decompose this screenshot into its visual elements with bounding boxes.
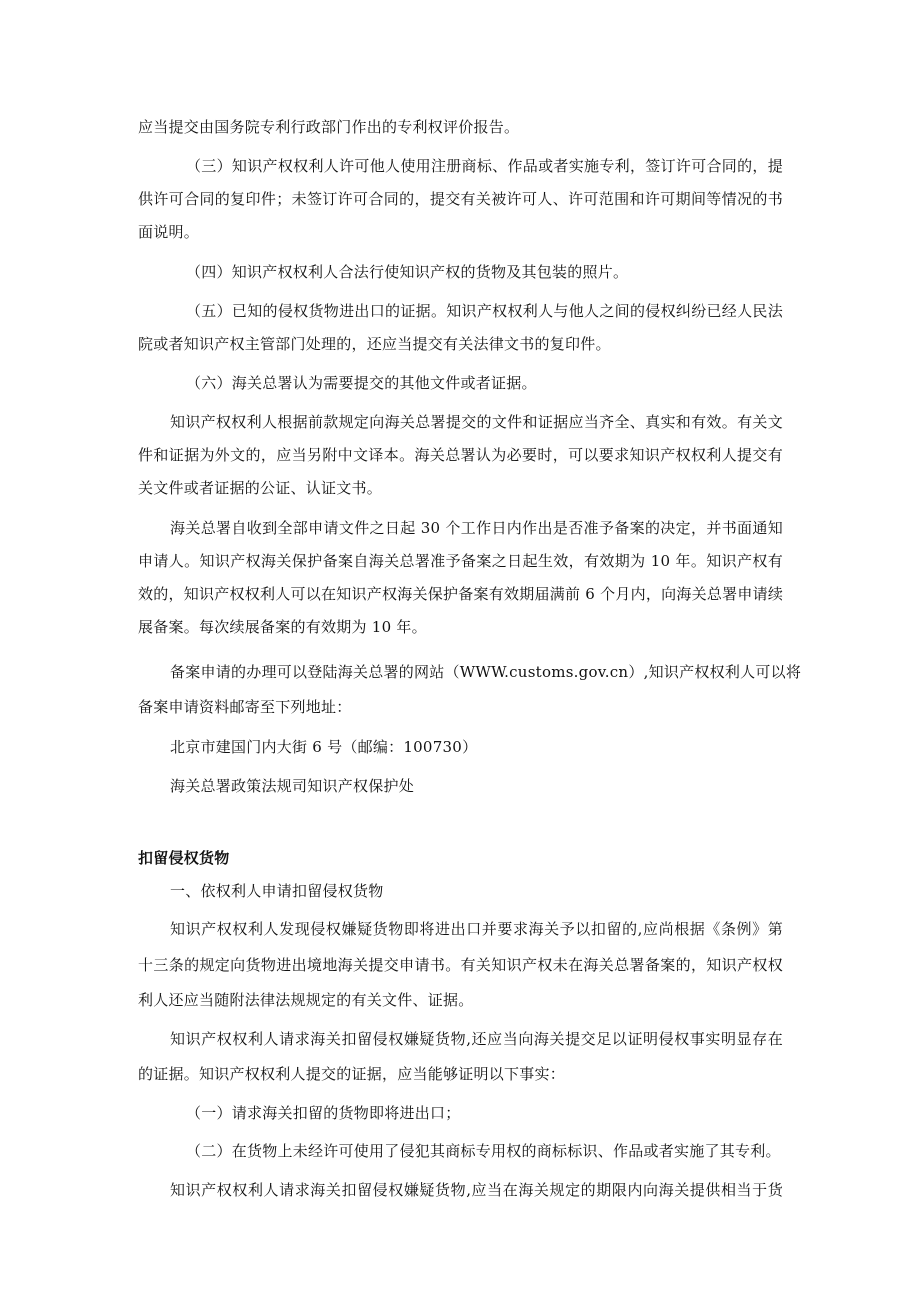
paragraph-line: 备案申请的办理可以登陆海关总署的网站（WWW.customs.gov.cn）,知识产权权利人可以将 bbox=[170, 663, 802, 681]
paragraph-line: （一）请求海关扣留的货物即将进出口； bbox=[186, 1104, 461, 1122]
paragraph-line: 供许可合同的复印件；未签订许可合同的，提交有关被许可人、许可范围和许可期间等情况的书 bbox=[138, 190, 783, 208]
paragraph-line: 知识产权权利人请求海关扣留侵权嫌疑货物,还应当向海关提交足以证明侵权事实明显存在 bbox=[170, 1030, 783, 1048]
section-heading: 扣留侵权货物 bbox=[138, 849, 230, 867]
paragraph-line: 备案申请资料邮寄至下列地址： bbox=[138, 698, 352, 716]
paragraph-line: （六）海关总署认为需要提交的其他文件或者证据。 bbox=[186, 374, 537, 392]
paragraph-line: 一、依权利人申请扣留侵权货物 bbox=[170, 882, 384, 900]
paragraph-line: 海关总署自收到全部申请文件之日起 30 个工作日内作出是否准予备案的决定，并书面通知 bbox=[170, 519, 783, 537]
paragraph-line: （二）在货物上未经许可使用了侵犯其商标专用权的商标标识、作品或者实施了其专利。 bbox=[186, 1142, 781, 1160]
paragraph-line: 应当提交由国务院专利行政部门作出的专利权评价报告。 bbox=[138, 118, 520, 136]
paragraph-line: 院或者知识产权主管部门处理的，还应当提交有关法律文书的复印件。 bbox=[138, 335, 611, 353]
paragraph-line: 关文件或者证据的公证、认证文书。 bbox=[138, 479, 383, 497]
paragraph-line: 的证据。知识产权权利人提交的证据，应当能够证明以下事实： bbox=[138, 1065, 566, 1083]
paragraph-line: 利人还应当随附法律法规规定的有关文件、证据。 bbox=[138, 991, 474, 1009]
paragraph-line: 申请人。知识产权海关保护备案自海关总署准予备案之日起生效，有效期为 10 年。知识产权有 bbox=[138, 552, 783, 570]
paragraph-line: （三）知识产权权利人许可他人使用注册商标、作品或者实施专利，签订许可合同的，提 bbox=[186, 157, 783, 175]
paragraph-line: 面说明。 bbox=[138, 223, 200, 241]
paragraph-line: （五）已知的侵权货物进出口的证据。知识产权权利人与他人之间的侵权纠纷已经人民法 bbox=[186, 302, 783, 320]
paragraph-line: 效的，知识产权权利人可以在知识产权海关保护备案有效期届满前 6 个月内，向海关总署申请续 bbox=[138, 585, 784, 603]
paragraph-line: 十三条的规定向货物进出境地海关提交申请书。有关知识产权未在海关总署备案的，知识产权权 bbox=[138, 956, 783, 974]
address-line: 海关总署政策法规司知识产权保护处 bbox=[170, 777, 415, 795]
paragraph-line: 知识产权权利人请求海关扣留侵权嫌疑货物,应当在海关规定的期限内向海关提供相当于货 bbox=[170, 1181, 783, 1199]
paragraph-line: 知识产权权利人发现侵权嫌疑货物即将进出口并要求海关予以扣留的,应尚根据《条例》第 bbox=[170, 920, 783, 938]
paragraph-line: （四）知识产权权利人合法行使知识产权的货物及其包装的照片。 bbox=[186, 263, 629, 281]
paragraph-line: 件和证据为外文的，应当另附中文译本。海关总署认为必要时，可以要求知识产权权利人提交有 bbox=[138, 446, 783, 464]
address-line: 北京市建国门内大街 6 号（邮编：100730） bbox=[170, 738, 478, 756]
paragraph-line: 展备案。每次续展备案的有效期为 10 年。 bbox=[138, 618, 427, 636]
paragraph-line: 知识产权权利人根据前款规定向海关总署提交的文件和证据应当齐全、真实和有效。有关文 bbox=[170, 413, 783, 431]
